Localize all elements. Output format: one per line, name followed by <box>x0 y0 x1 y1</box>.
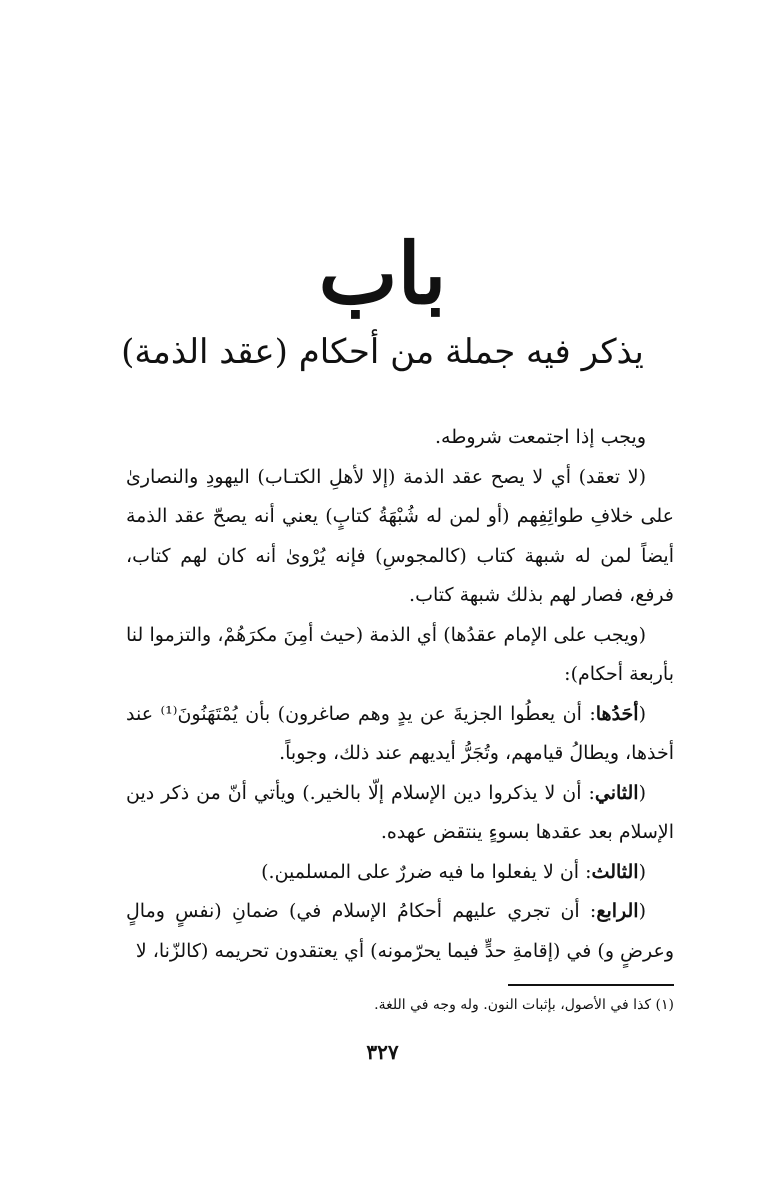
text-span: ( <box>638 900 646 922</box>
footnote-separator <box>508 984 674 986</box>
paragraph <box>126 892 674 971</box>
text-span: : أن لا يذكروا دين الإسلام إلّا بالخير.) ويأتي أنّ من ذكر دين الإسلام بعد عقدها بسوءٍ ينتقض عهده. <box>126 781 674 843</box>
text-span: : أن يعطُوا الجزيةَ عن يدٍ وهم صاغرون) بأن يُمْتَهَنُونَ⁽¹⁾ عند أخذها، ويطالُ قيامهم، وتُجَرُّ أيديهم عند ذلك، وجوباً. <box>126 702 674 764</box>
text-span: : أن لا يفعلوا ما فيه ضررٌ على المسلمين.) <box>261 860 592 883</box>
paragraph <box>126 616 674 695</box>
paragraph <box>126 418 674 458</box>
paragraph <box>126 695 674 774</box>
text-span: ( <box>638 702 646 725</box>
text-span: ( <box>638 860 646 883</box>
text-span: ( <box>638 781 646 804</box>
section-label: الرابع <box>596 900 639 922</box>
text-span: (لا تعقد) أي لا يصح عقد الذمة (إلا لأهلِ الكتـاب) اليهودِ والنصارىٰ على خلافِ طوائِفِهم (أو لمن له شُبْهَةُ كتابٍ) يعني أنه يصحّ عقد الذمة أيضاً لمن له شبهة كتاب (كالمجوسِ) فإنه يُرْوىٰ أنه كان لهم كتاب، فرفع، فصار لهم بذلك شبهة كتاب. <box>126 465 674 606</box>
section-label: الثالث <box>591 860 639 883</box>
chapter-subtitle: يذكر فيه جملة من أحكام (عقد الذمة) <box>121 332 644 372</box>
text-span: : أن تجري عليهم أحكامُ الإسلام في) ضمانِ (نفسٍ ومالٍ وعرضٍ و) في (إقامةِ حدٍّ فيما يحرّمونه) أي يعتقدون تحريمه (كالزّنا، لا <box>126 900 674 962</box>
paragraph <box>126 458 674 616</box>
section-label: الثاني <box>594 781 639 804</box>
page-number: ٣٢٧ <box>366 1040 399 1064</box>
main-text <box>126 418 674 971</box>
footnote: (١) كذا في الأصول، بإثبات النون. وله وجه في اللغة. <box>374 997 674 1013</box>
chapter-title: باب <box>318 224 447 323</box>
text-span: (ويجب على الإمام عقدُها) أي الذمة (حيث أمِنَ مكرَهُمْ، والتزموا لنا بأربعة أحكام): <box>126 623 674 685</box>
text-span: ويجب إذا اجتمعت شروطه. <box>434 426 646 448</box>
section-label: أحَدُها <box>595 702 639 725</box>
paragraph <box>126 774 674 853</box>
paragraph <box>126 853 674 893</box>
